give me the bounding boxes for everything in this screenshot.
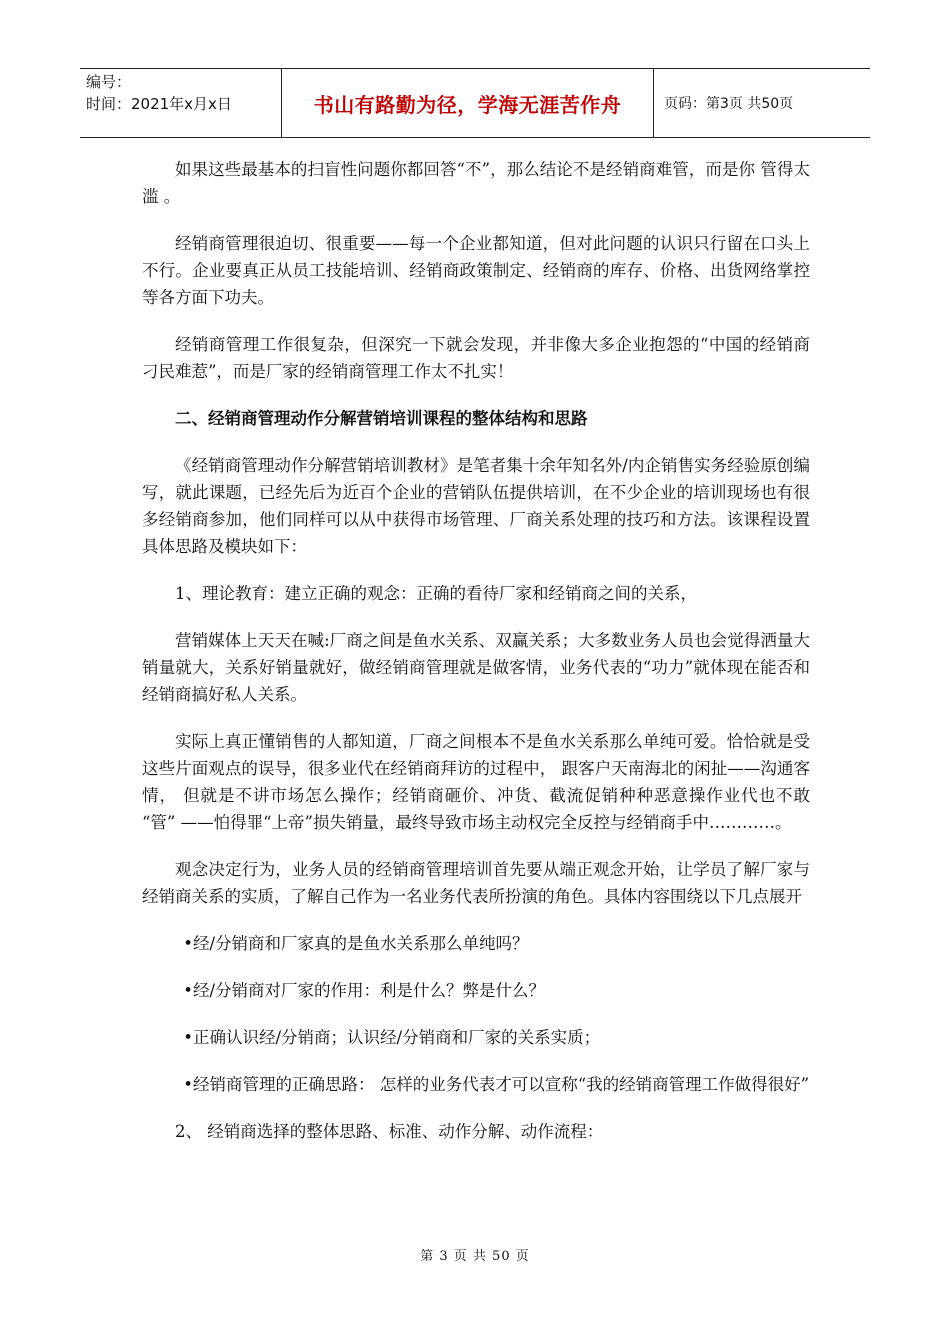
paragraph: 1、理论教育：建立正确的观念：正确的看待厂家和经销商之间的关系， bbox=[175, 584, 697, 603]
document-body bbox=[142, 156, 810, 1165]
bullet-item: •正确认识经/分销商；认识经/分销商和厂家的关系实质； bbox=[183, 1028, 601, 1047]
bullet-item: •经/分销商对厂家的作用：利是什么？弊是什么？ bbox=[183, 981, 546, 1000]
section-heading: 二、经销商管理动作分解营销培训课程的整体结构和思路 bbox=[175, 409, 588, 428]
page-footer: 第 3 页 共 50 页 bbox=[420, 1249, 530, 1264]
bullet-item: •经销商管理的正确思路： 怎样的业务代表才可以宣称“我的经销商管理工作做得很好” bbox=[183, 1075, 810, 1094]
header-motto-cell bbox=[282, 69, 654, 137]
code-label: 编号： bbox=[86, 73, 132, 91]
paragraph: 2、 经销商选择的整体思路、标准、动作分解、动作流程： bbox=[175, 1122, 604, 1141]
header-page-label: 页码：第3页 共50页 bbox=[664, 96, 794, 112]
paragraph: 经销商管理很迫切、很重要——每一个企业都知道，但对此问题的认识只行留在口头上不行。企业要真正从员工技能培训、经销商政策制定、经销商的库存、价格、出货网络掌控等各方面下功夫。 bbox=[142, 234, 810, 307]
paragraph: 观念决定行为，业务人员的经销商管理培训首先要从端正观念开始，让学员了解厂家与经销商关系的实质，了解自己作为一名业务代表所扮演的角色。具体内容围绕以下几点展开 bbox=[142, 860, 810, 906]
header-meta bbox=[80, 69, 282, 137]
paragraph: 《经销商管理动作分解营销培训教材》是笔者集十余年知名外/内企销售实务经验原创编写，就此课题，已经先后为近百个企业的营销队伍提供培训，在不少企业的培训现场也有很多经销商参加，他们同样可以从中获得市场管理、厂商关系处理的技巧和方法。该课程设置具体思路及模块如下： bbox=[142, 456, 810, 556]
bullet-item: •经/分销商和厂家真的是鱼水关系那么单纯吗？ bbox=[183, 934, 529, 953]
paragraph: 实际上真正懂销售的人都知道，厂商之间根本不是鱼水关系那么单纯可爱。恰恰就是受这些片面观点的误导，很多业代在经销商拜访的过程中， 跟客户天南海北的闲扯——沟通客情， 但就是不讲市场怎么操作；经销商砸价、冲货、截流促销种种恶意操作业代也不敢 “管” ——怕得罪“上帝”损失销量，最终导致市场主动权完全反控与经销商手中…………。 bbox=[142, 732, 810, 832]
page-header bbox=[80, 68, 870, 138]
paragraph: 营销媒体上天天在喊:厂商之间是鱼水关系、双赢关系；大多数业务人员也会觉得洒量大销量就大，关系好销量就好，做经销商管理就是做客情，业务代表的“功力”就体现在能否和经销商搞好私人关系。 bbox=[142, 631, 810, 704]
paragraph: 经销商管理工作很复杂，但深究一下就会发现，并非像大多企业抱怨的“中国的经销商刁民难惹”，而是厂家的经销商管理工作太不扎实！ bbox=[142, 335, 810, 381]
header-page-cell bbox=[654, 69, 870, 137]
header-motto: 书山有路勤为径，学海无涯苦作舟 bbox=[313, 92, 622, 117]
time-label: 时间：2021年x月x日 bbox=[86, 95, 232, 113]
paragraph: 如果这些最基本的扫盲性问题你都回答“不”，那么结论不是经销商难管，而是你 管得太滥 。 bbox=[142, 160, 810, 206]
